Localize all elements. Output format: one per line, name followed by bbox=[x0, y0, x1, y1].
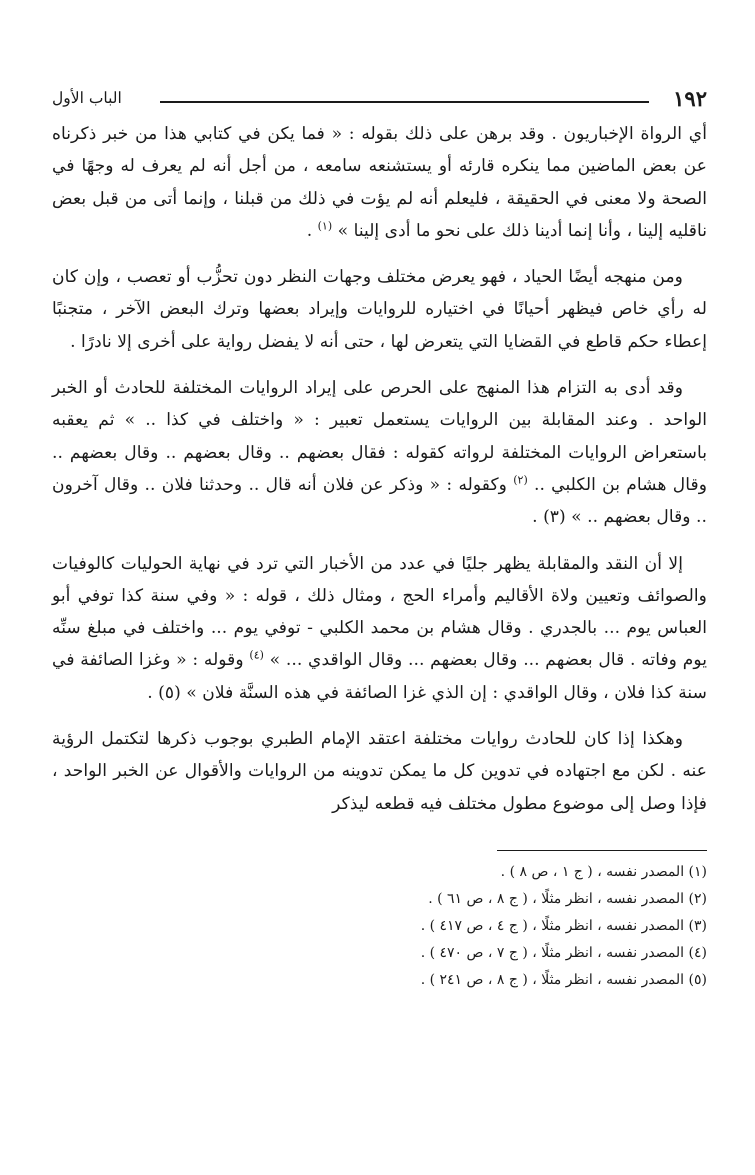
chapter-title: الباب الأول bbox=[52, 89, 122, 107]
footnote: (٤) المصدر نفسه ، انظر مثلًا ، ( ج ٧ ، ص ٤٧٠ ) . bbox=[420, 944, 707, 961]
paragraph: أي الرواة الإخباريون . وقد برهن على ذلك بقوله : « فما يكن في كتابي هذا من خبر ذكرناه عن بعض الماضين مما ينكره قارئه أو يستشنعه سامعه ، من أجل أنه لم يعرف له وجهًا في الصحة ولا معنى في الحقيقة ، فليعلم أنه لم يؤت في ذلك من قبلنا ، وإنما أتى من قبل بعض ناقليه إلينا ، وأنا إنما أدينا ذلك على نحو ما أدى إلينا » $^{(١)}$ . bbox=[52, 124, 707, 241]
footnotes bbox=[52, 859, 707, 994]
footnote: (٣) المصدر نفسه ، انظر مثلًا ، ( ج ٤ ، ص ٤١٧ ) . bbox=[420, 917, 707, 934]
footnote-ref: (٤) bbox=[249, 648, 264, 662]
footnote: (٥) المصدر نفسه ، انظر مثلًا ، ( ج ٨ ، ص ٢٤١ ) . bbox=[420, 971, 707, 988]
paragraph: وقد أدى به التزام هذا المنهج على الحرص على إيراد الروايات المختلفة للحادث أو الخبر الواحد . وعند المقابلة بين الروايات يستعمل تعبير : « واختلف في كذا .. » ثم يعقبه باستعراض الروايات المختلفة لرواته كقوله : فقال بعضهم .. وقال بعضهم .. وقال بعضهم .. وقال هشام بن الكلبي .. $^{(٢)}$ وكقوله : « وذكر عن فلان أنه قال .. وحدثنا فلان .. وقال آخرون .. وقال بعضهم .. » (٣) . bbox=[52, 378, 707, 528]
footnote-separator bbox=[497, 850, 707, 851]
paragraph: ومن منهجه أيضًا الحياد ، فهو يعرض مختلف وجهات النظر دون تحزُّب أو تعصب ، وإن كان له رأي خاص فيظهر أحيانًا في اختياره للروايات وإيراد بعضها وترك البعض الآخر ، متجنبًا إعطاء حكم قاطع في القضايا التي يتعرض لها ، حتى أنه لا يفضل رواية على أخرى إلا نادرًا . bbox=[52, 267, 707, 352]
book-page bbox=[52, 86, 707, 994]
footnote: (١) المصدر نفسه ، ( ج ١ ، ص ٨ ) . bbox=[500, 863, 707, 880]
body-text bbox=[52, 118, 707, 820]
footnote-ref: (٢) bbox=[513, 473, 528, 487]
paragraph: إلا أن النقد والمقابلة يظهر جليًا في عدد من الأخبار التي ترد في نهاية الحوليات كالوفيات والصوائف وتعيين ولاة الأقاليم وأمراء الحج ، ومثال ذلك ، قوله : « وفي سنة كذا توفي أبو العباس يوم ... بالجدري . وقال هشام بن محمد الكلبي - توفي يوم ... واختلف في مبلغ سنِّه يوم وفاته . قال بعضهم ... وقال بعضهم ... وقال الواقدي ... » $^{(٤)}$ وقوله : « وغزا الصائفة في سنة كذا فلان ، وقال الواقدي : إن الذي غزا الصائفة في هذه السنَّة فلان » (٥) . bbox=[52, 553, 707, 703]
header-rule bbox=[160, 101, 649, 103]
footnote: (٢) المصدر نفسه ، انظر مثلًا ، ( ج ٨ ، ص ٦١ ) . bbox=[428, 890, 707, 907]
footnote-ref: (١) bbox=[317, 219, 333, 233]
page-number: ١٩٢ bbox=[673, 86, 707, 111]
page-header bbox=[52, 86, 707, 116]
paragraph: وهكذا إذا كان للحادث روايات مختلفة اعتقد الإمام الطبري بوجوب ذكرها لتكتمل الرؤية عنه . لكن مع اجتهاده في تدوين كل ما يمكن تدوينه من الروايات والأقوال عن الخبر الواحد ، فإذا وصل إلى موضوع مطول مختلف فيه قطعه ليذكر bbox=[52, 729, 707, 814]
